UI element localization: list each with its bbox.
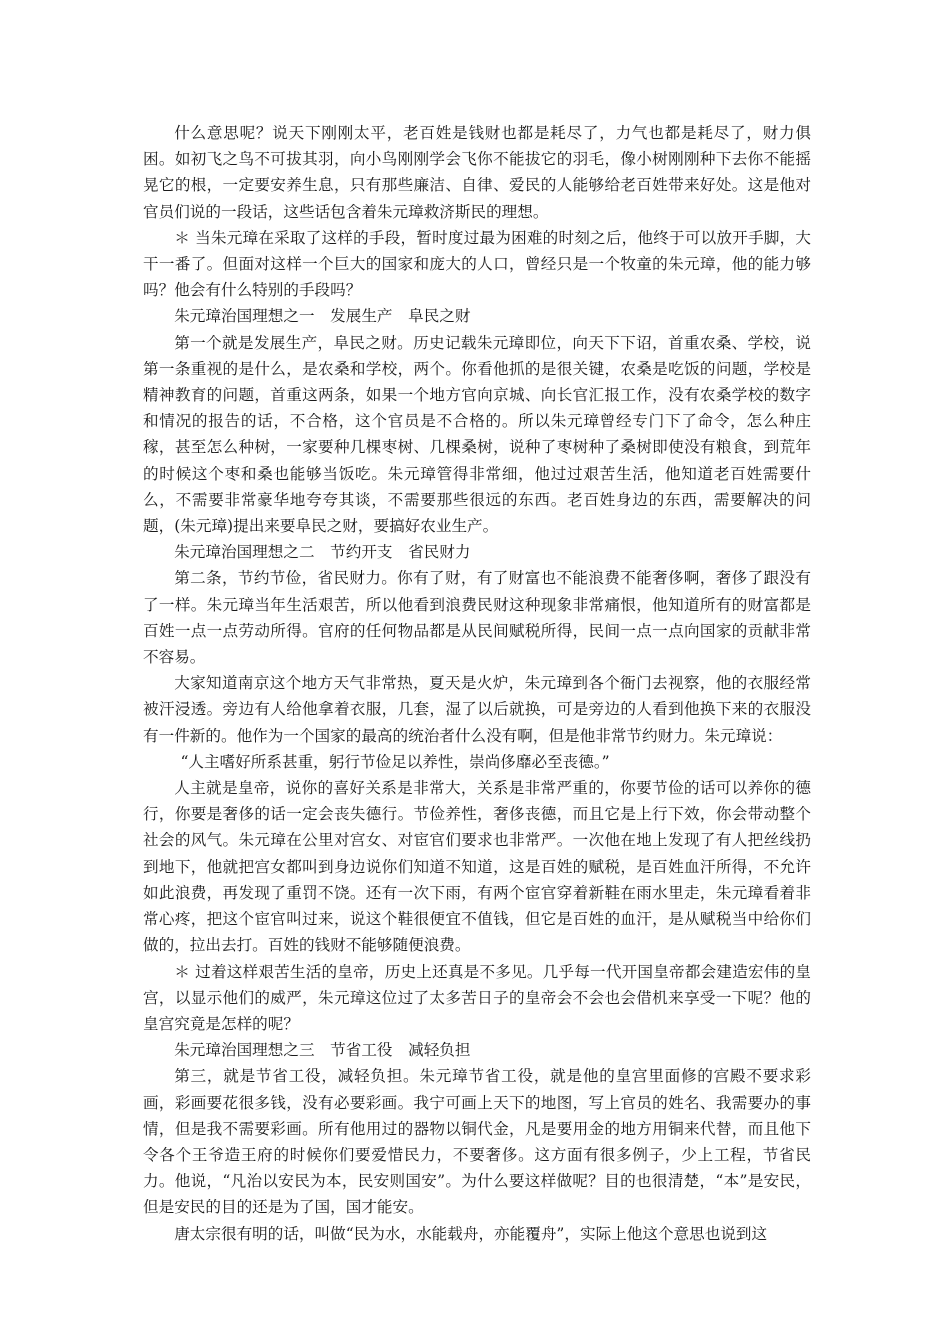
quotation: “人主嗜好所系甚重，躬行节俭足以养性，崇尚侈靡必至丧德。” <box>180 752 610 771</box>
paragraph: ＊ 当朱元璋在采取了这样的手段，暂时度过最为困难的时刻之后，他终于可以放开手脚，大干一番了。但面对这样一个巨大的国家和庞大的人口，曾经只是一个牧童的朱元璋，他的能力够吗？他会有什么特别的手段吗？ <box>143 228 811 300</box>
paragraph: 第三，就是节省工役，减轻负担。朱元璋节省工役，就是他的皇宫里面修的宫殿不要求彩画，彩画要花很多钱，没有必要彩画。我宁可画上天下的地图，写上官员的姓名、我需要办的事情，但是我不需要彩画。所有他用过的器物以铜代金，凡是要用金的地方用铜来代替，而且他下令各个王爷造王府的时候你们要爱惜民力，不要奢侈。这方面有很多例子，少上工程，节省民力。他说，“凡治以安民为本，民安则国安”。为什么要这样做呢？目的也很清楚，“本”是安民，但是安民的目的还是为了国，国才能安。 <box>143 1067 811 1217</box>
paragraph: 第一个就是发展生产，阜民之财。历史记载朱元璋即位，向天下下诏，首重农桑、学校，说第一条重视的是什么，是农桑和学校，两个。你看他抓的是很关键，农桑是吃饭的问题，学校是精神教育的问题，首重这两条，如果一个地方官向京城、向长官汇报工作，没有农桑学校的数字和情况的报告的话，不合格，这个官员是不合格的。所以朱元璋曾经专门下了命令，怎么种庄稼，甚至怎么种树，一家要种几棵枣树、几棵桑树，说种了枣树种了桑树即使没有粮食，到荒年的时候这个枣和桑也能够当饭吃。朱元璋管得非常细，他过过艰苦生活，他知道老百姓需要什么，不需要非常豪华地夸夸其谈，不需要那些很远的东西。老百姓身边的东西，需要解决的问题，(朱元璋)提出来要阜民之财，要搞好农业生产。 <box>143 333 811 536</box>
paragraph: 什么意思呢？说天下刚刚太平，老百姓是钱财也都是耗尽了，力气也都是耗尽了，财力俱困。如初飞之鸟不可拔其羽，向小鸟刚刚学会飞你不能拔它的羽毛，像小树刚刚种下去你不能摇晃它的根，一定要安养生息，只有那些廉洁、自律、爱民的人能够给老百姓带来好处。这是他对官员们说的一段话，这些话包含着朱元璋救济斯民的理想。 <box>143 124 811 221</box>
paragraph: 第二条，节约节俭，省民财力。你有了财，有了财富也不能浪费不能奢侈啊，奢侈了跟没有了一样。朱元璋当年生活艰苦，所以他看到浪费民财这种现象非常痛恨，他知道所有的财富都是百姓一点一点劳动所得。官府的任何物品都是从民间赋税所得，民间一点一点向国家的贡献非常不容易。 <box>143 569 811 667</box>
section-heading: 朱元璋治国理想之二 节约开支 省民财力 <box>174 543 471 562</box>
paragraph: 大家知道南京这个地方天气非常热，夏天是火炉，朱元璋到各个衙门去视察，他的衣服经常被汗浸透。旁边有人给他拿着衣服，几套，湿了以后就换，可是旁边的人看到他换下来的衣服没有一件新的。他作为一个国家的最高的统治者什么没有啊，但是他非常节约财力。朱元璋说： <box>143 674 811 745</box>
paragraph: 唐太宗很有明的话，叫做“民为水，水能载舟，亦能覆舟”，实际上他这个意思也说到这 <box>174 1224 768 1243</box>
document-page <box>143 120 811 1247</box>
section-heading: 朱元璋治国理想之一 发展生产 阜民之财 <box>174 307 471 326</box>
paragraph: 人主就是皇帝，说你的喜好关系是非常大，关系是非常严重的，你要节俭的话可以养你的德行，你要是奢侈的话一定会丧失德行。节俭养性，奢侈丧德，而且它是上行下效，你会带动整个社会的风气。朱元璋在公里对宫女、对宦官们要求也非常严。一次他在地上发现了有人把丝线扔到地下，他就把宫女都叫到身边说你们知道不知道，这是百姓的赋税，是百姓血汗所得，不允许如此浪费，再发现了重罚不饶。还有一次下雨，有两个宦官穿着新鞋在雨水里走，朱元璋看着非常心疼，把这个宦官叫过来，说这个鞋很便宜不值钱，但它是百姓的血汗，是从赋税当中给你们做的，拉出去打。百姓的钱财不能够随便浪费。 <box>143 779 811 955</box>
paragraph: ＊ 过着这样艰苦生活的皇帝，历史上还真是不多见。几乎每一代开国皇帝都会建造宏伟的皇宫，以显示他们的威严，朱元璋这位过了太多苦日子的皇帝会不会也会借机来享受一下呢？他的皇宫究竟是怎样的呢？ <box>143 962 811 1033</box>
section-heading: 朱元璋治国理想之三 节省工役 减轻负担 <box>174 1041 471 1060</box>
